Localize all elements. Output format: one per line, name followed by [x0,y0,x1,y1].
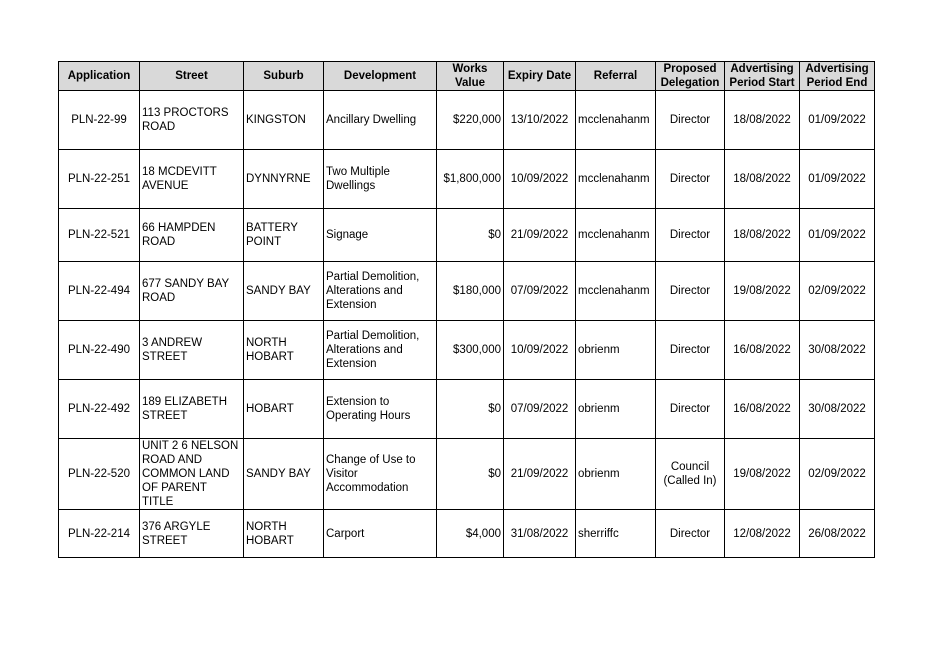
cell-application: PLN-22-520 [59,439,140,510]
table-row [59,439,875,510]
cell-advertising-end: 01/09/2022 [800,150,875,209]
table-row [59,262,875,321]
header-advertising-end: Advertising Period End [800,62,875,91]
cell-works-value: $4,000 [437,510,504,558]
cell-proposed-delegation: Director [656,380,725,439]
cell-advertising-end: 01/09/2022 [800,91,875,150]
cell-street: 189 ELIZABETH STREET [140,380,244,439]
header-street: Street [140,62,244,91]
table-row [59,209,875,262]
cell-advertising-start: 18/08/2022 [725,91,800,150]
cell-proposed-delegation: Council (Called In) [656,439,725,510]
cell-street: 376 ARGYLE STREET [140,510,244,558]
cell-referral: obrienm [576,321,656,380]
cell-suburb: DYNNYRNE [244,150,324,209]
header-application: Application [59,62,140,91]
header-suburb: Suburb [244,62,324,91]
cell-advertising-end: 30/08/2022 [800,321,875,380]
cell-development: Signage [324,209,437,262]
cell-works-value: $180,000 [437,262,504,321]
cell-referral: obrienm [576,380,656,439]
cell-development: Change of Use to Visitor Accommodation [324,439,437,510]
cell-development: Extension to Operating Hours [324,380,437,439]
cell-proposed-delegation: Director [656,209,725,262]
cell-expiry-date: 07/09/2022 [504,262,576,321]
cell-advertising-start: 18/08/2022 [725,209,800,262]
cell-suburb: BATTERY POINT [244,209,324,262]
cell-development: Ancillary Dwelling [324,91,437,150]
cell-referral: mcclenahanm [576,209,656,262]
cell-advertising-end: 02/09/2022 [800,439,875,510]
cell-application: PLN-22-214 [59,510,140,558]
cell-works-value: $1,800,000 [437,150,504,209]
cell-street: 66 HAMPDEN ROAD [140,209,244,262]
cell-works-value: $0 [437,439,504,510]
cell-suburb: SANDY BAY [244,439,324,510]
table-row [59,91,875,150]
cell-development: Two Multiple Dwellings [324,150,437,209]
cell-expiry-date: 31/08/2022 [504,510,576,558]
cell-suburb: SANDY BAY [244,262,324,321]
table-row [59,510,875,558]
applications-table [58,61,875,558]
cell-development: Partial Demolition, Alterations and Extension [324,262,437,321]
cell-street: 3 ANDREW STREET [140,321,244,380]
cell-application: PLN-22-99 [59,91,140,150]
header-row [59,62,875,91]
table-row [59,321,875,380]
cell-proposed-delegation: Director [656,510,725,558]
cell-expiry-date: 21/09/2022 [504,209,576,262]
cell-referral: obrienm [576,439,656,510]
cell-application: PLN-22-521 [59,209,140,262]
header-referral: Referral [576,62,656,91]
cell-street: 18 MCDEVITT AVENUE [140,150,244,209]
cell-proposed-delegation: Director [656,91,725,150]
cell-works-value: $0 [437,380,504,439]
cell-works-value: $0 [437,209,504,262]
cell-advertising-start: 16/08/2022 [725,380,800,439]
header-proposed-delegation: Proposed Delegation [656,62,725,91]
header-expiry-date: Expiry Date [504,62,576,91]
cell-street: UNIT 2 6 NELSON ROAD AND COMMON LAND OF PARENT TITLE [140,439,244,510]
cell-application: PLN-22-490 [59,321,140,380]
cell-referral: mcclenahanm [576,262,656,321]
cell-suburb: NORTH HOBART [244,321,324,380]
cell-advertising-end: 02/09/2022 [800,262,875,321]
cell-application: PLN-22-494 [59,262,140,321]
cell-advertising-end: 30/08/2022 [800,380,875,439]
cell-proposed-delegation: Director [656,321,725,380]
cell-suburb: KINGSTON [244,91,324,150]
cell-development: Carport [324,510,437,558]
cell-advertising-start: 19/08/2022 [725,439,800,510]
cell-proposed-delegation: Director [656,262,725,321]
cell-advertising-start: 12/08/2022 [725,510,800,558]
cell-expiry-date: 10/09/2022 [504,150,576,209]
cell-expiry-date: 07/09/2022 [504,380,576,439]
cell-expiry-date: 13/10/2022 [504,91,576,150]
cell-advertising-end: 01/09/2022 [800,209,875,262]
cell-works-value: $300,000 [437,321,504,380]
cell-application: PLN-22-492 [59,380,140,439]
table-row [59,150,875,209]
cell-expiry-date: 21/09/2022 [504,439,576,510]
header-works-value: Works Value [437,62,504,91]
cell-referral: mcclenahanm [576,150,656,209]
cell-works-value: $220,000 [437,91,504,150]
cell-street: 677 SANDY BAY ROAD [140,262,244,321]
cell-advertising-start: 19/08/2022 [725,262,800,321]
cell-advertising-start: 18/08/2022 [725,150,800,209]
cell-advertising-start: 16/08/2022 [725,321,800,380]
table-row [59,380,875,439]
cell-expiry-date: 10/09/2022 [504,321,576,380]
cell-referral: mcclenahanm [576,91,656,150]
cell-suburb: NORTH HOBART [244,510,324,558]
cell-application: PLN-22-251 [59,150,140,209]
cell-street: 113 PROCTORS ROAD [140,91,244,150]
cell-proposed-delegation: Director [656,150,725,209]
cell-suburb: HOBART [244,380,324,439]
cell-advertising-end: 26/08/2022 [800,510,875,558]
header-advertising-start: Advertising Period Start [725,62,800,91]
cell-development: Partial Demolition, Alterations and Extension [324,321,437,380]
cell-referral: sherriffc [576,510,656,558]
header-development: Development [324,62,437,91]
